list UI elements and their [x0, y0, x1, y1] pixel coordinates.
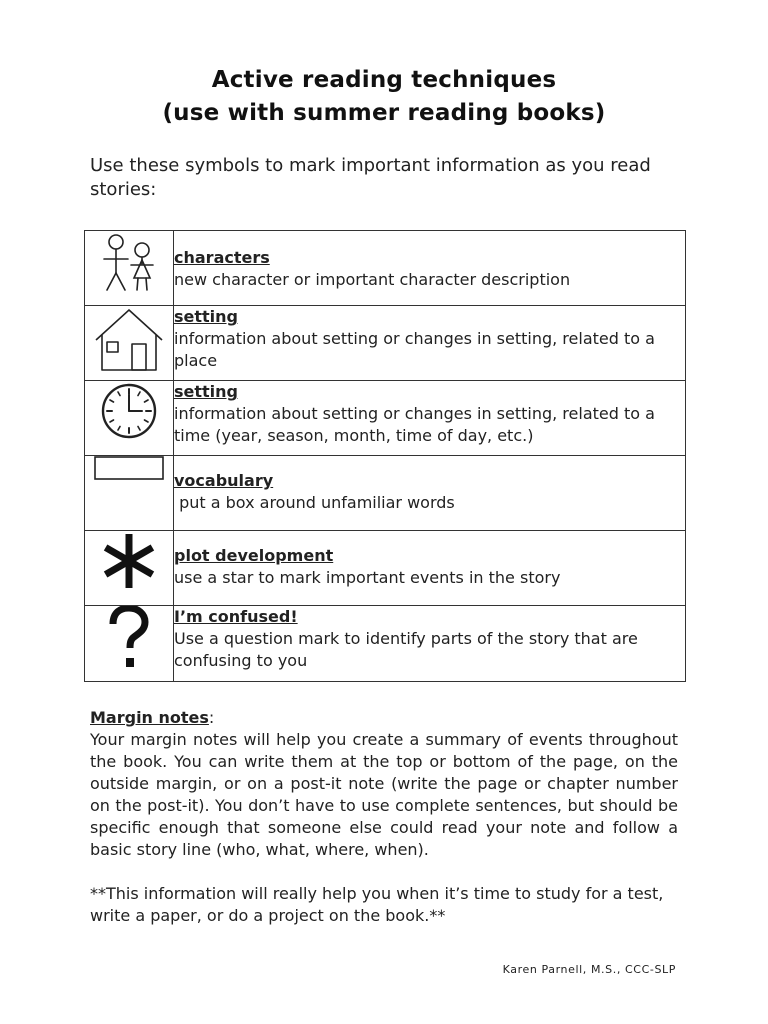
- symbol-row-plot-development: [85, 531, 686, 606]
- symbol-row-characters: [85, 231, 686, 306]
- title-line-1: Active reading techniques: [211, 67, 557, 93]
- box-icon: [85, 456, 173, 482]
- title-line-2: (use with summer reading books): [162, 100, 606, 126]
- symbol-description: use a star to mark important events in the story: [174, 568, 561, 587]
- symbol-term: I’m confused!: [174, 607, 298, 626]
- clock-icon: [85, 381, 173, 441]
- page-title: [0, 64, 768, 130]
- house-icon: [85, 306, 173, 372]
- symbol-row-confused: [85, 606, 686, 682]
- symbol-description: Use a question mark to identify parts of the story that are confusing to you: [174, 629, 638, 670]
- symbols-table: [84, 230, 686, 682]
- margin-notes-section: [90, 707, 678, 927]
- symbol-row-vocabulary: [85, 456, 686, 531]
- asterisk-icon: [85, 531, 173, 591]
- intro-text: Use these symbols to mark important information as you read stories:: [90, 155, 651, 200]
- symbol-row-setting-place: [85, 306, 686, 381]
- question-mark-icon: [85, 606, 173, 670]
- margin-notes-body: Your margin notes will help you create a summary of events throughout the book. You can write them at the top or bottom of the page, on the outside margin, or on a post-it note (write the page or chapter number on the post-it). You don’t have to use complete sentences, but should be specific enough that someone else could read your note and follow a basic story line (who, what, where, when).: [90, 730, 678, 859]
- symbol-description: put a box around unfamiliar words: [174, 493, 455, 512]
- symbol-description: new character or important character description: [174, 270, 571, 289]
- symbol-term: setting: [174, 382, 238, 401]
- symbol-term: plot development: [174, 546, 334, 565]
- symbol-description: information about setting or changes in setting, related to a time (year, season, month, time of day, etc.): [174, 404, 655, 445]
- symbol-term: setting: [174, 307, 238, 326]
- margin-notes-heading: Margin notes: [90, 708, 209, 727]
- author-signature: Karen Parnell, M.S., CCC-SLP: [502, 963, 676, 976]
- margin-notes-colon: :: [208, 708, 215, 727]
- stick-figures-icon: [85, 231, 173, 297]
- symbol-description: information about setting or changes in setting, related to a place: [174, 329, 655, 370]
- symbol-term: characters: [174, 248, 270, 267]
- symbol-term: vocabulary: [174, 471, 274, 490]
- margin-notes-footer: **This information will really help you when it’s time to study for a test, write a paper, or do a project on the book.**: [90, 884, 664, 925]
- margin-notes-heading-line: [90, 707, 678, 729]
- symbol-row-setting-time: [85, 381, 686, 456]
